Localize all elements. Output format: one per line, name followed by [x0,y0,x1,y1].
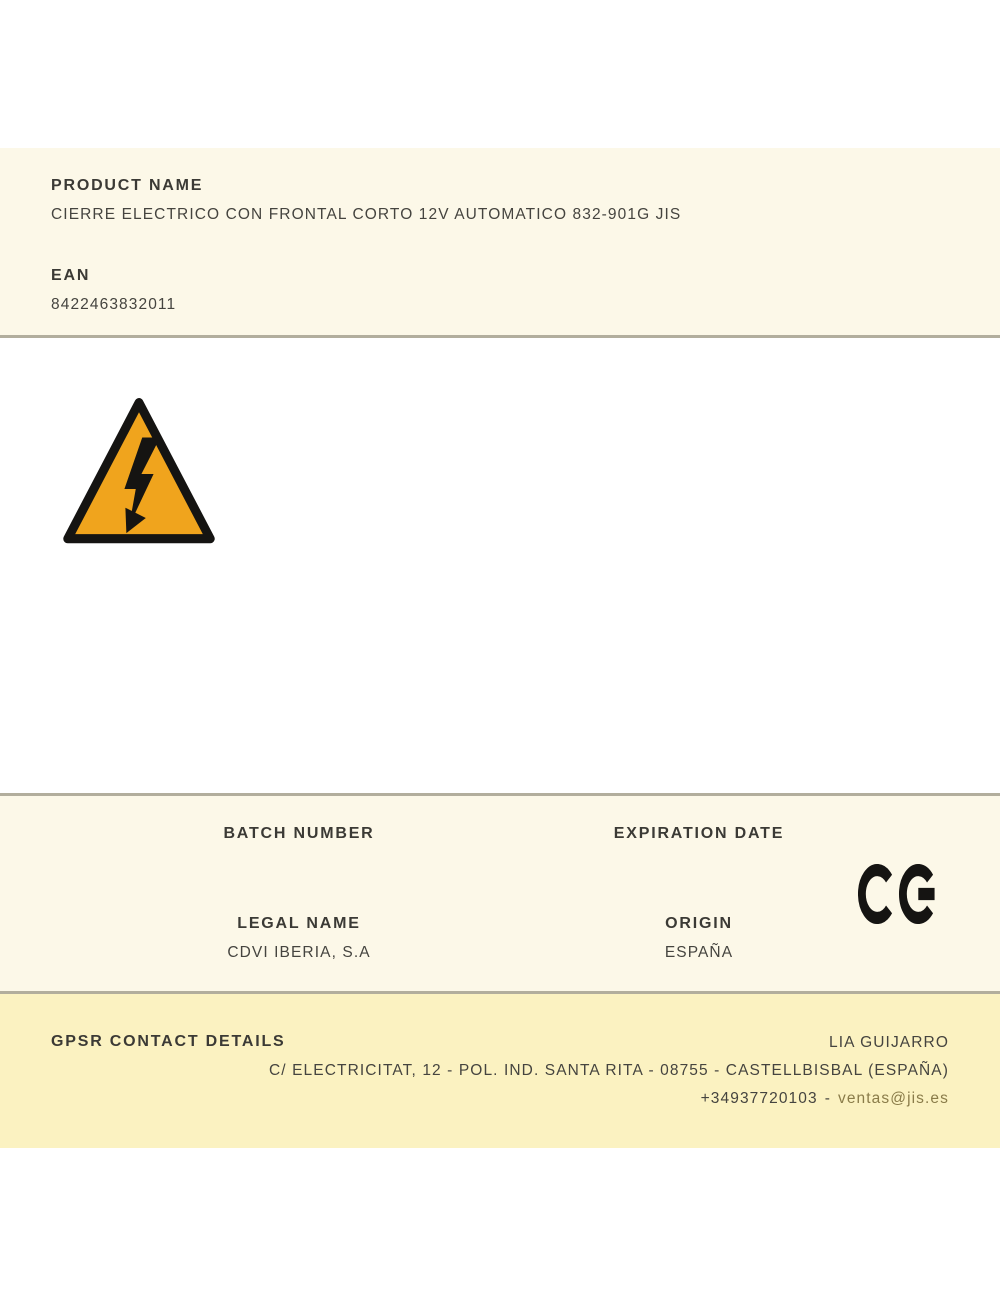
gpsr-contact-details-label: GPSR CONTACT DETAILS [51,1033,286,1050]
gpsr-contact-name: LIA GUIJARRO [828,1034,949,1051]
ean-label: EAN [51,267,91,284]
gpsr-contact-address: C/ ELECTRICITAT, 12 - POL. IND. SANTA RITA - 08755 - CASTELLBISBAL (ESPAÑA) [269,1062,949,1079]
details-section [0,793,1000,994]
product-section [0,148,1000,338]
high-voltage-warning-icon [58,391,220,557]
expiration-date-label: EXPIRATION DATE [613,825,785,842]
origin-label: ORIGIN [665,915,733,932]
legal-name-value: CDVI IBERIA, S.A [227,944,371,961]
product-name-label: PRODUCT NAME [51,177,204,194]
product-name-value: CIERRE ELECTRICO CON FRONTAL CORTO 12V AUTOMATICO 832-901G JIS [51,206,682,223]
ean-value: 8422463832011 [51,296,177,313]
origin-value: ESPAÑA [664,944,734,961]
batch-number-label: BATCH NUMBER [223,825,375,842]
gpsr-section [0,994,1000,1148]
legal-name-label: LEGAL NAME [237,915,361,932]
gpsr-phone-email-line [269,1089,949,1117]
gpsr-separator: - [824,1090,831,1107]
gpsr-phone: +34937720103 [700,1090,818,1107]
ce-mark-icon [858,864,940,924]
gpsr-contact-block [269,1033,949,1117]
gpsr-email-link[interactable]: ventas@jis.es [837,1090,949,1107]
